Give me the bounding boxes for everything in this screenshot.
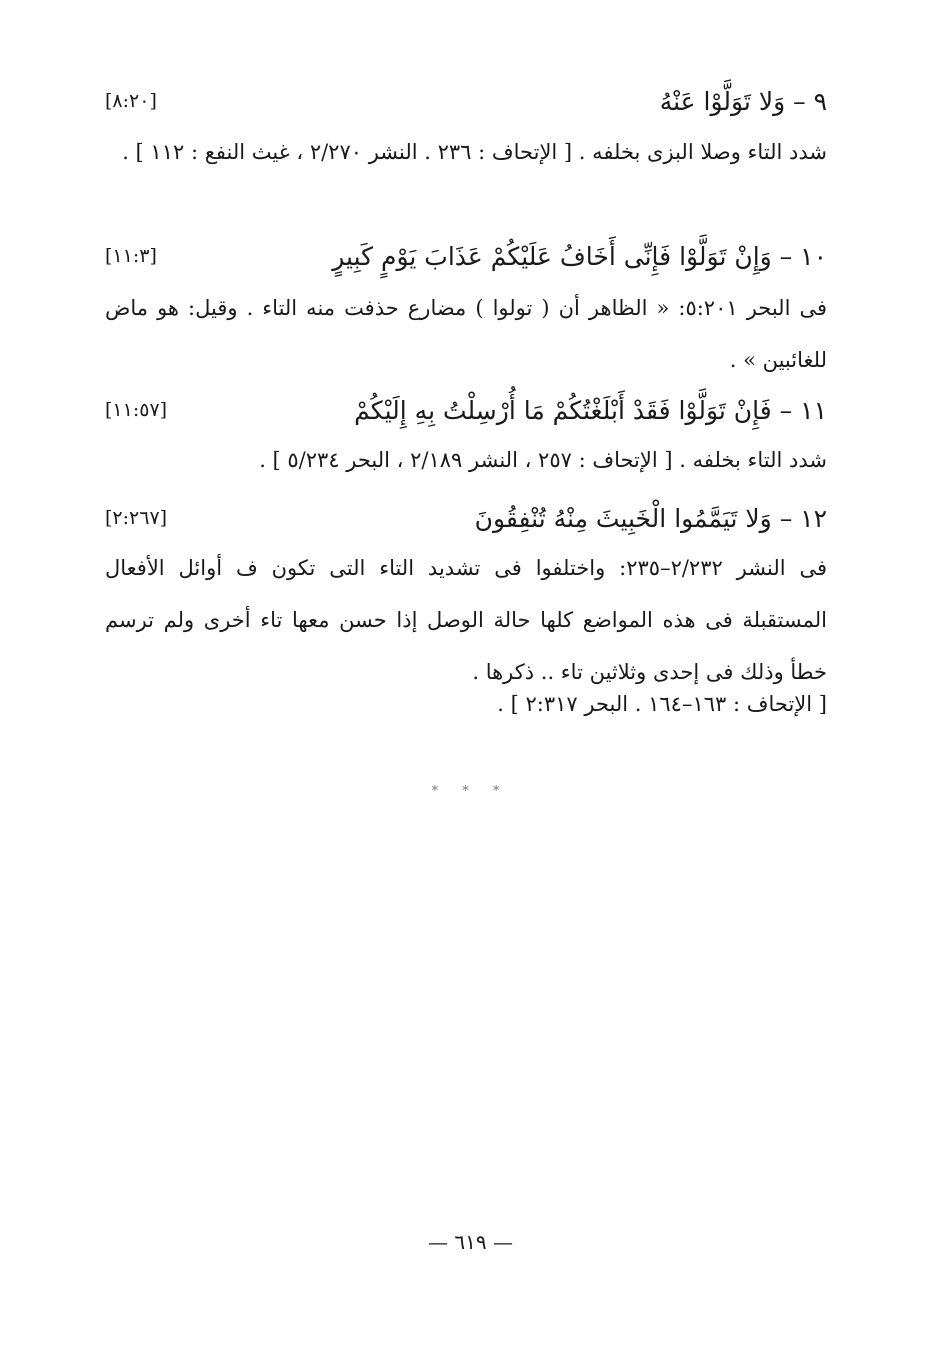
verse-reference: [١١:٥٧] [105,399,168,421]
verse-text: ١٠ – وَإِنْ تَوَلَّوْا فَإِنِّى أَخَافُ عَلَيْكُمْ عَذَابَ يَوْمٍ كَبِيرٍ [332,241,827,271]
verse-entry-11 [105,390,827,430]
verse-entry-12 [105,498,827,538]
verse-entry-9 [105,81,827,121]
verse-note: شدد التاء وصلا البزى بخلفه . [ الإتحاف : ٢٣٦ . النشر ٢/٢٧٠ ، غيث النفع : ١١٢ ] . [122,140,827,164]
verse-reference: [٢:٢٦٧] [105,507,168,529]
verse-reference: [١١:٣] [105,245,157,267]
section-separator: * * * [431,784,510,799]
verse-text: ١٢ – وَلا تَيَمَّمُوا الْخَبِيثَ مِنْهُ تُنْفِقُونَ [474,503,827,533]
page-number: — ٦١٩ — [428,1230,513,1254]
verse-text: ٩ – وَلا تَوَلَّوْا عَنْهُ [659,86,827,116]
verse-note: شدد التاء بخلفه . [ الإتحاف : ٢٥٧ ، النشر ٢/١٨٩ ، البحر ٥/٢٣٤ ] . [259,448,827,472]
verse-note: فى البحر ٥:٢٠١: « الظاهر أن ( تولوا ) مضارع حذفت منه التاء . وقيل: هو ماض للغائبين » . [105,296,827,372]
verse-entry-10 [105,236,827,276]
verse-text: ١١ – فَإِنْ تَوَلَّوْا فَقَدْ أَبْلَغْتُكُمْ مَا أُرْسِلْتُ بِهِ إِلَيْكُمْ [354,395,827,425]
verse-reference: [٨:٢٠] [105,90,157,112]
verse-note: فى النشر ٢/٢٣٢–٢٣٥: واختلفوا فى تشديد التاء التى تكون ف أوائل الأفعال المستقبلة فى هذه المواضع كلها حالة الوصل إذا حسن معها تاء أخرى ولم ترسم خطأ وذلك فى إحدى وثلاثين تاء .. ذكرها . [105,556,827,684]
verse-note-references: [ الإتحاف : ١٦٣–١٦٤ . البحر ٢:٣١٧ ] . [497,692,827,716]
